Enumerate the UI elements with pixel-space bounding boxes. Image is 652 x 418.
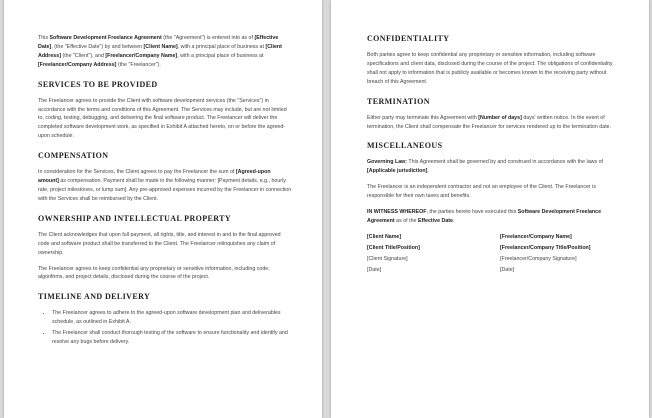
document-page-1 xyxy=(4,0,322,418)
client-name-placeholder: [Client Name] xyxy=(367,233,402,240)
confidentiality-paragraph: Both parties agree to keep confidential any proprietary or sensitive information, including software specifications and client data, disclosed during the course of the project. The obligations of confidentiality shall not apply to information that is publicly available or becomes known to the receiving party without breach of this Agreement. xyxy=(367,52,613,85)
ownership-heading: OWNERSHIP AND INTELLECTUAL PROPERTY xyxy=(38,213,232,223)
governing-law-paragraph: Governing Law: This Agreement shall be governed by and construed in accordance with the laws of [Applicable jurisdiction]. xyxy=(367,159,604,175)
independent-contractor-paragraph: The Freelancer is an independent contractor and not an employee of the Client. The Freelancer is responsible for their own taxes and benefits. xyxy=(367,184,596,200)
client-title-placeholder: [Client Title/Position] xyxy=(367,244,420,251)
termination-paragraph: Either party may terminate this Agreement with [Number of days] days' written notice. In the event of termination, the Client shall compensate the Freelancer for services rendered up to the termination date. xyxy=(367,114,612,130)
services-heading: SERVICES TO BE PROVIDED xyxy=(38,79,158,89)
intro-paragraph: This Software Development Freelance Agreement (the "Agreement") is entered into as of [Effective Date], (the "Effective Date") by and between [Client Name], with a principal place of business at [Client Address] (the "Client"), and [Freelancer/Company Name], with a principal place of business at [Freelancer/Company Address] (the "Freelancer"). xyxy=(38,35,282,68)
timeline-heading: TIMELINE AND DELIVERY xyxy=(38,292,151,302)
confidentiality-heading: CONFIDENTIALITY xyxy=(367,34,450,43)
signature-block xyxy=(367,234,619,274)
client-date-placeholder: [Date] xyxy=(367,266,382,273)
compensation-paragraph: In consideration for the Services, the Client agrees to pay the Freelancer the sum of [Agreed-upon amount] as compensation. Payment shall be made in the following manner: [Payment details, e.g., hourly rate, project milestones, or lump sum]. Any pre-approved expenses incurred by the Freelancer in connection with the Services shall be reimbursed by the Client. xyxy=(38,169,292,202)
freelancer-name-placeholder: [Freelancer/Company Name] xyxy=(500,233,572,240)
client-signature-placeholder: [Client Signature] xyxy=(367,255,408,262)
witness-paragraph: IN WITNESS WHEREOF, the parties hereto have executed this Software Development Freelance Agreement as of the Effective Date. xyxy=(367,209,602,224)
compensation-heading: COMPENSATION xyxy=(38,151,109,161)
ownership-paragraph-1: The Client acknowledges that upon full payment, all rights, title, and interest in and to the final approved code and software product shall be transferred to the Client. The Freelancer relinquishes any claim of ownership. xyxy=(38,231,281,256)
ownership-paragraph-2: The Freelancer agrees to keep confidential any proprietary or sensitive information, including code, algorithms, and project details, disclosed during the course of the project. xyxy=(38,265,270,281)
list-item: • The Freelancer agrees to adhere to the agreed-upon software development plan and deliverables schedule, as outlined in Exhibit A. xyxy=(52,309,292,327)
freelancer-date-placeholder: [Date] xyxy=(500,266,515,273)
services-paragraph: The Freelancer agrees to provide the Client with software development services (the "Services") in accordance with the terms and conditions of this Agreement. The Services may include, but are not limited to, coding, testing, debugging, and delivering the final software product. The Freelancer will deliver the completed software development work, as specified in Exhibit A attached hereto, on or before the agreed-upon schedule. xyxy=(38,97,287,140)
miscellaneous-heading: MISCELLANEOUS xyxy=(367,141,443,151)
freelancer-signature-placeholder: [Freelancer/Company Signature] xyxy=(500,255,577,262)
document-page-2 xyxy=(331,0,649,418)
list-item: • The Freelancer shall conduct thorough testing of the software to ensure functionality and identify and resolve any bugs before delivery. xyxy=(52,329,292,347)
freelancer-title-placeholder: [Freelancer/Company Title/Position] xyxy=(500,244,591,251)
timeline-list xyxy=(38,309,292,347)
termination-heading: TERMINATION xyxy=(367,96,430,106)
